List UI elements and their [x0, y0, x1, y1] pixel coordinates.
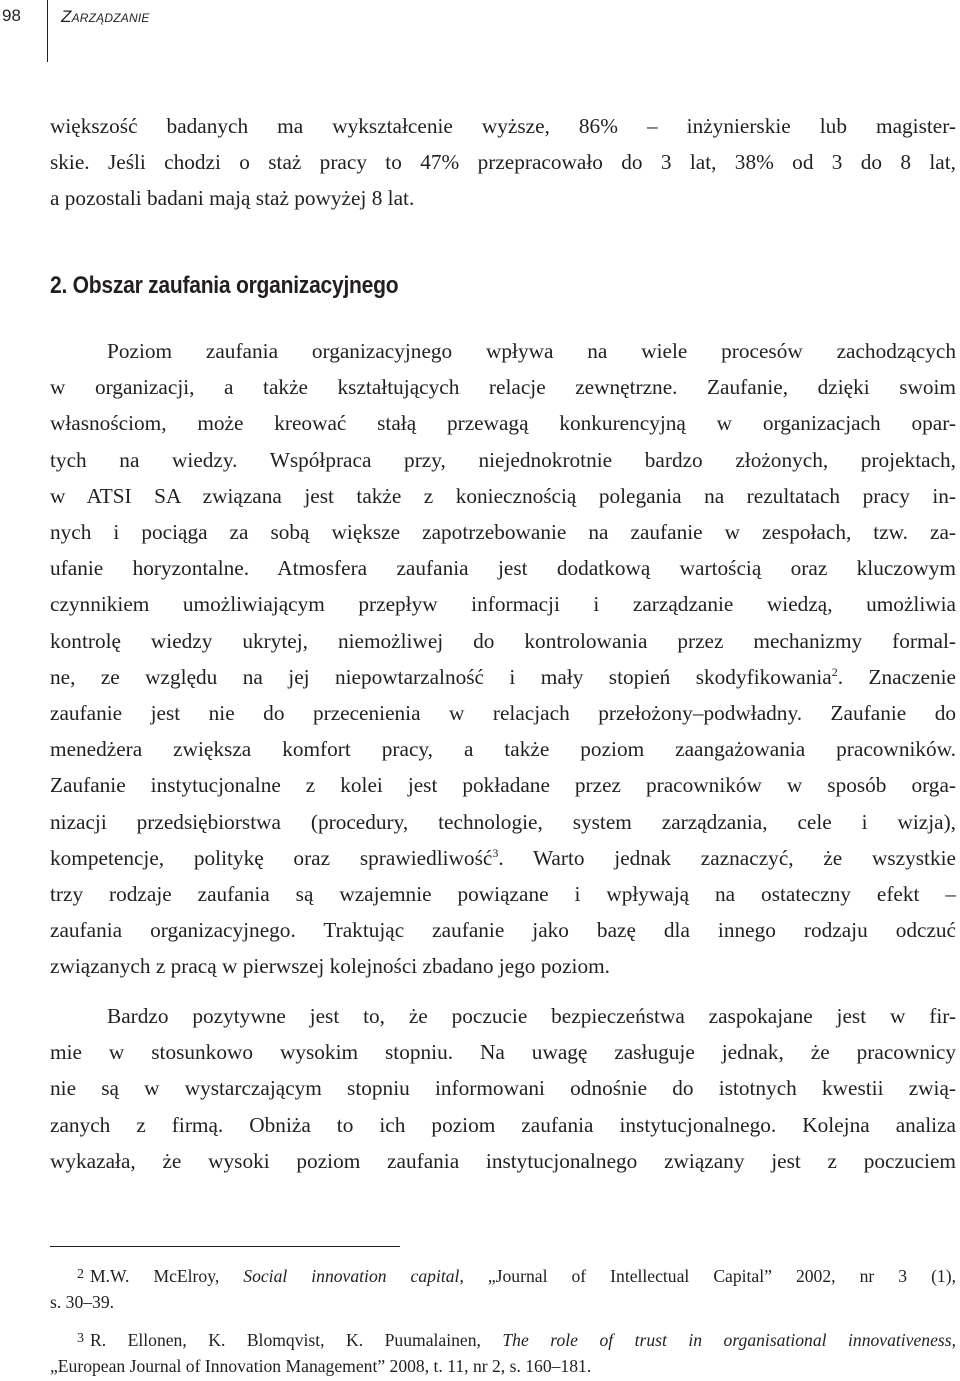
text-line: w organizacji, a także kształtujących relacje zewnętrzne. Zaufanie, dzięki swoim	[50, 375, 956, 400]
text-line: nie są w wystarczającym stopniu informowani odnośnie do istotnych kwestii zwią-	[50, 1076, 956, 1101]
text-line: zanych z firmą. Obniża to ich poziom zaufania instytucjonalnego. Kolejna analiza	[50, 1112, 956, 1137]
paragraph-security	[50, 998, 956, 1179]
text-line: czynnikiem umożliwiającym przepływ informacji i zarządzanie wiedzą, umożliwia	[50, 592, 956, 617]
footnote-ref-2[interactable]: 2	[831, 664, 838, 679]
footnote-title: Social innovation capital	[243, 1266, 460, 1286]
text-line: Bardzo pozytywne jest to, że poczucie bezpieczeństwa zaspokajane jest w fir-	[107, 1004, 956, 1028]
paragraph-trust	[50, 333, 956, 985]
text-line: mie w stosunkowo wysokim stopniu. Na uwagę zasługuje jednak, że pracownicy	[50, 1040, 956, 1065]
text-line: kontrolę wiedzy ukrytej, niemożliwej do kontrolowania przez mechanizmy formal-	[50, 628, 956, 653]
text-run: kompetencje, politykę oraz sprawiedliwość	[50, 845, 493, 870]
section-heading: 2. Obszar zaufania organizacyjnego	[50, 272, 399, 299]
text-run: ne, ze względu na jej niepowtarzalność i mały stopień skodyfikowania	[50, 664, 832, 689]
footnote-author: M.W. McElroy,	[90, 1266, 244, 1286]
paragraph-intro	[50, 108, 956, 217]
footnote-ref-3[interactable]: 3	[492, 845, 499, 860]
footnote-line	[50, 1326, 956, 1353]
text-line: Poziom zaufania organizacyjnego wpływa na wiele procesów zachodzących	[107, 339, 956, 363]
text-line: zaufanie jest nie do przecenienia w relacjach przełożony–podwładny. Zaufanie do	[50, 701, 956, 726]
page-number: 98	[2, 6, 21, 25]
footnote-source: , „Journal of Intellectual Capital” 2002, nr 3 (1),	[459, 1266, 956, 1286]
text-line: skie. Jeśli chodzi o staż pracy to 47% przepracowało do 3 lat, 38% od 3 do 8 lat,	[50, 150, 956, 175]
text-line: większość badanych ma wykształcenie wyższe, 86% – inżynierskie lub magister-	[50, 114, 956, 138]
text-line: zaufania organizacyjnego. Traktując zaufanie jako bazę dla innego rodzaju odczuć	[50, 918, 956, 943]
footnote-separator	[50, 1246, 400, 1247]
text-line: własnościom, może kreować stałą przewagą konkurencyjną w organizacjach opar-	[50, 411, 956, 436]
text-line: menedżera zwiększa komfort pracy, a także poziom zaangażowania pracowników.	[50, 737, 956, 762]
footnote-2	[50, 1262, 956, 1315]
footnote-line: „European Journal of Innovation Management” 2008, t. 11, nr 2, s. 160–181.	[50, 1356, 592, 1376]
text-run: . Warto jednak zaznaczyć, że wszystkie	[498, 845, 956, 870]
text-line: wykazała, że wysoki poziom zaufania instytucjonalnego związany jest z poczuciem	[50, 1148, 956, 1173]
text-line: a pozostali badani mają staż powyżej 8 lat.	[50, 186, 415, 211]
text-line: w ATSI SA związana jest także z koniecznością polegania na rezultatach pracy in-	[50, 483, 956, 508]
text-line	[50, 659, 956, 695]
text-line: ufanie horyzontalne. Atmosfera zaufania jest dodatkową wartością oraz kluczowym	[50, 556, 956, 581]
footnote-line	[50, 1262, 956, 1289]
footnote-number: 3	[77, 1331, 84, 1346]
running-head: Zarządzanie	[61, 7, 150, 26]
text-line: trzy rodzaje zaufania są wzajemnie powiązane i wpływają na ostateczny efekt –	[50, 882, 956, 907]
footnote-author: R. Ellonen, K. Blomqvist, K. Puumalainen,	[90, 1330, 503, 1350]
footnote-title: The role of trust in organisational innovativeness	[502, 1330, 952, 1350]
page-header	[0, 0, 960, 62]
text-line: tych na wiedzy. Współpraca przy, niejednokrotnie bardzo złożonych, projektach,	[50, 447, 956, 472]
text-line: związanych z pracą w pierwszej kolejności zbadano jego poziom.	[50, 954, 610, 979]
footnote-source: ,	[951, 1330, 956, 1350]
footnote-number: 2	[77, 1267, 84, 1282]
text-line: nizacji przedsiębiorstwa (procedury, technologie, system zarządzania, cele i wizja),	[50, 809, 956, 834]
text-run: . Znaczenie	[837, 664, 956, 689]
text-line: nych i pociąga za sobą większe zapotrzebowanie na zaufanie w zespołach, tzw. za-	[50, 520, 956, 545]
footnote-3	[50, 1326, 956, 1379]
header-divider	[47, 0, 48, 62]
text-line: Zaufanie instytucjonalne z kolei jest pokładane przez pracowników w sposób orga-	[50, 773, 956, 798]
footnote-line: s. 30–39.	[50, 1292, 115, 1312]
text-line	[50, 840, 956, 876]
